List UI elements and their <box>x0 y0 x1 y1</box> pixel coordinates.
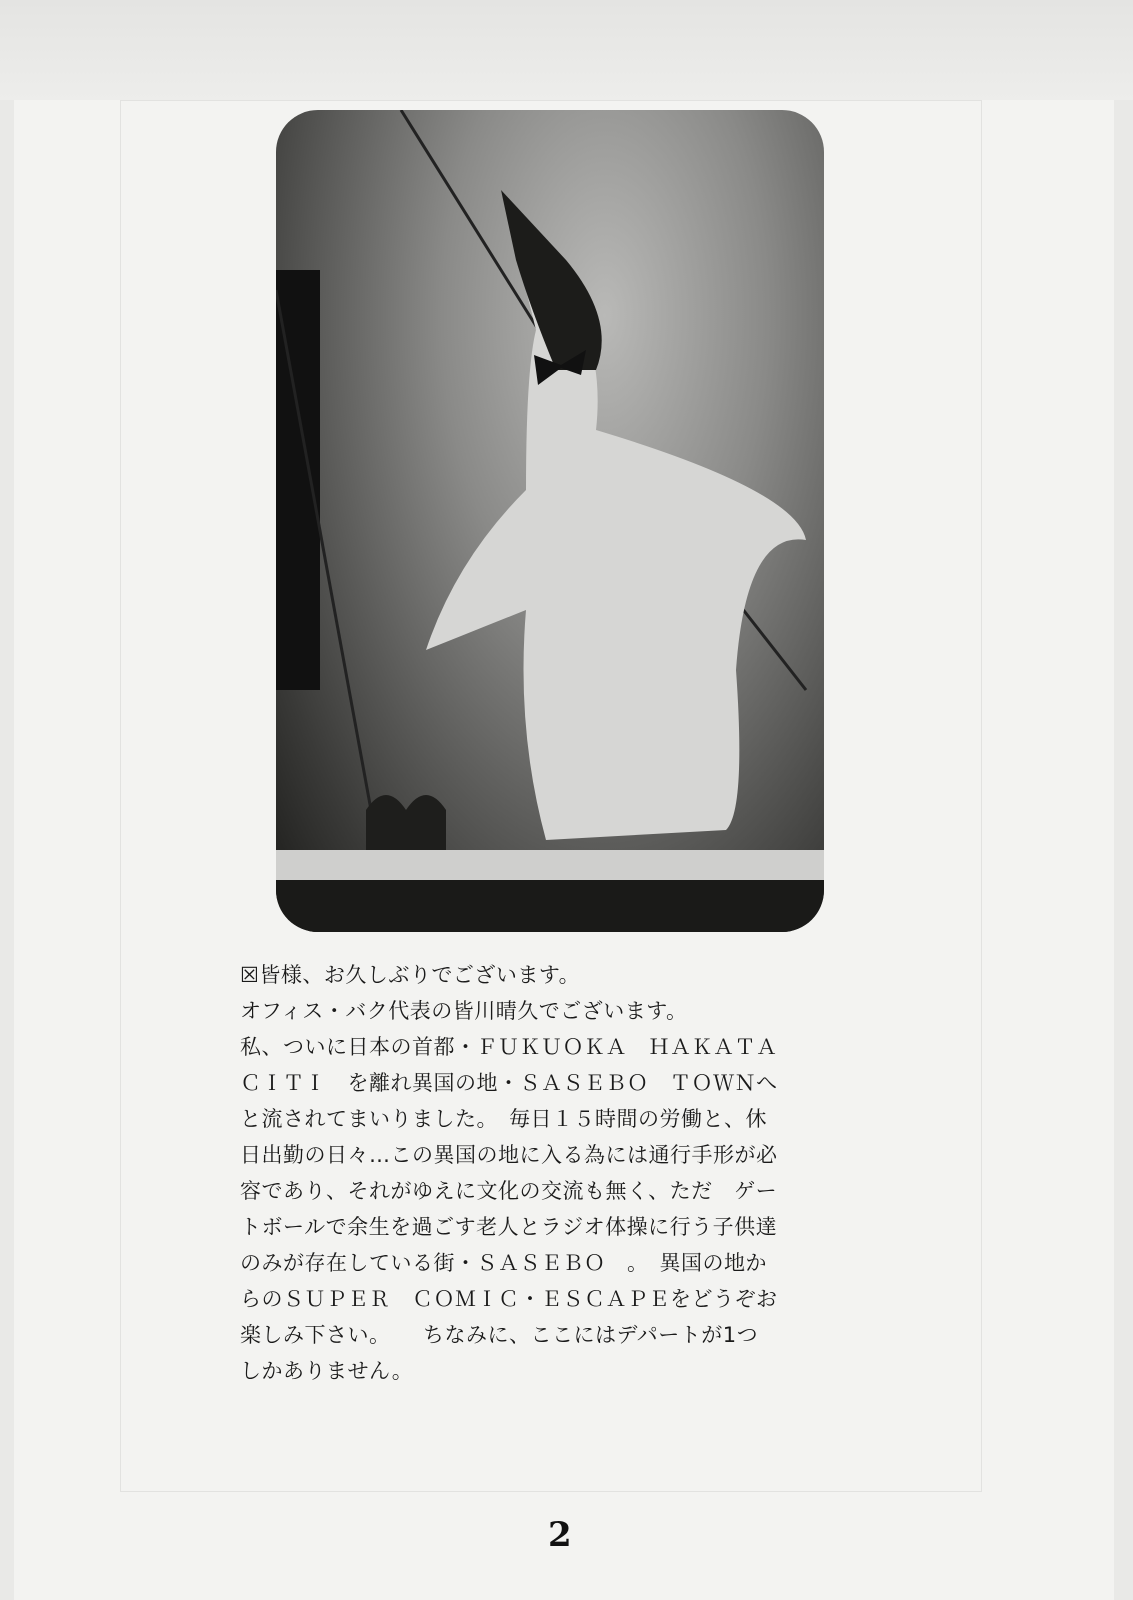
body-line: ＣＩＴＩ を離れ異国の地・ＳＡＳＥＢＯ ＴＯＷＮへ <box>240 1071 778 1095</box>
body-line: 容であり、それがゆえに文化の交流も無く、ただ ゲー <box>240 1179 778 1203</box>
body-line: 日出勤の日々…この異国の地に入る為には通行手形が必 <box>240 1143 778 1167</box>
palm-plant <box>366 795 446 850</box>
body-line: ☒皆様、お久しぶりでございます。 <box>240 963 581 987</box>
body-line: 楽しみ下さい。 ちなみに、ここにはデパートが1つ <box>240 1323 759 1347</box>
body-line: らのＳＵＰＥＲ ＣＯＭＩＣ・ＥＳＣＡＰＥをどうぞお <box>240 1287 778 1311</box>
body-line: しかありません。 <box>240 1359 414 1383</box>
body-line: と流されてまいりました。 毎日１５時間の労働と、休 <box>240 1107 767 1131</box>
photo-base <box>276 880 824 932</box>
penguin-head <box>501 190 602 370</box>
penguin-body <box>426 190 806 840</box>
ledge <box>276 850 824 880</box>
body-line: のみが存在している街・ＳＡＳＥＢＯ 。 異国の地か <box>240 1251 767 1275</box>
scan-top-band <box>0 0 1133 100</box>
body-text <box>240 960 940 1386</box>
penguin-photo <box>276 110 824 932</box>
body-line: 私、ついに日本の首都・ＦＵＫＵＯＫＡ ＨＡＫＡＴＡ <box>240 1035 778 1059</box>
body-line: トボールで余生を過ごす老人とラジオ体操に行う子供達 <box>240 1215 778 1239</box>
penguin-illustration <box>276 110 824 932</box>
page-number: 2 <box>548 1515 572 1555</box>
body-line: オフィス・バク代表の皆川晴久でございます。 <box>240 999 688 1023</box>
